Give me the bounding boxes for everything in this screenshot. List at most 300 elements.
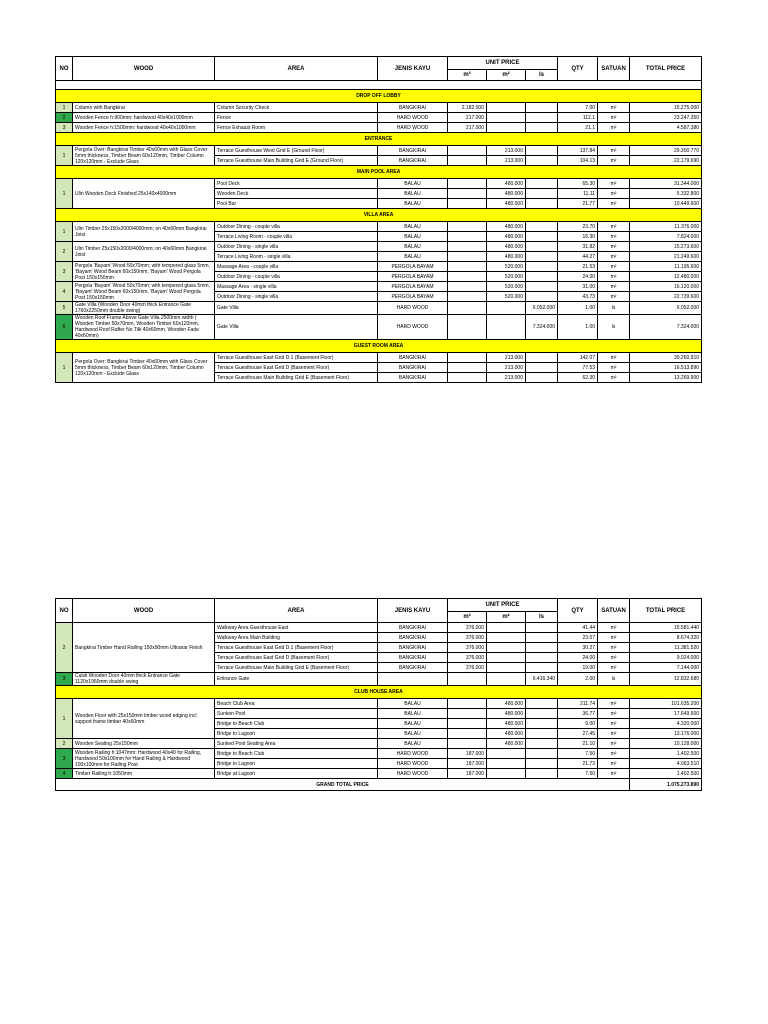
qty-cell: 21.77 [558,199,598,209]
col-header-qty: QTY [558,599,598,623]
wood-type-cell: BANGKIRAI [378,353,448,363]
wood-type-cell: BALAU [378,199,448,209]
unit-price-ls [526,292,558,302]
wood-type-cell: HARD WOOD [378,302,448,315]
unit-price-ls [526,769,558,779]
wood-description: Wooden Roof Frame Above Gate Villa 2500mm width ( Wooden Timber 50x70mm, Wooden Timber 60x120mm, Hardwood Roof Rafter No Tilk 40x60mm, Wooden Fade 40x60mm) [73,315,215,340]
unit-price-m3: 2.182.000 [448,103,487,113]
area-cell: Outdoor Dining - couple villa [215,222,378,232]
wood-description: Wooden Seating 25x150mm [73,739,215,749]
price-table-1 [55,56,702,383]
total-price-cell: 21.249.600 [630,252,702,262]
table-row [56,123,702,133]
unit-cell: m² [598,272,630,282]
wood-type-cell: BANGKIRAI [378,633,448,643]
area-cell: Terrace Guesthouse East Grid D.1 (Basement Floor) [215,353,378,363]
wood-description: Pergola Over: Bangkirai Timber 40x60mm with Glass Cover 5mm thickness, Timber Beam 60x120mm, Timber Column 120x120mm - Exclude Glass [73,146,215,166]
area-cell: Outdoor Dining - single villa [215,242,378,252]
unit-price-m2: 480.000 [487,242,526,252]
unit-price-m3: 187.000 [448,769,487,779]
col-header-ls: ls [526,70,558,81]
section-header [56,340,702,353]
unit-price-m2: 213.000 [487,363,526,373]
qty-cell: 7.50 [558,769,598,779]
unit-price-ls [526,146,558,156]
unit-price-m2 [487,113,526,123]
unit-price-m2 [487,759,526,769]
unit-cell: m² [598,653,630,663]
area-cell: Bridge at Lagoon [215,769,378,779]
unit-price-m2: 480.000 [487,729,526,739]
qty-cell: 43.73 [558,292,598,302]
unit-cell: m² [598,663,630,673]
area-cell: Entrance Gate [215,673,378,686]
unit-price-ls [526,252,558,262]
wood-type-cell: BALAU [378,252,448,262]
area-cell: Fence Exhaust Room [215,123,378,133]
col-header-no: NO [56,599,73,623]
unit-cell: m² [598,292,630,302]
unit-price-ls [526,113,558,123]
col-header-satuan: SATUAN [598,57,630,81]
unit-price-m3 [448,242,487,252]
unit-price-ls: 6.052.000 [526,302,558,315]
unit-cell: m² [598,199,630,209]
unit-price-ls [526,272,558,282]
unit-price-m2: 213.000 [487,146,526,156]
unit-price-ls: 6.416.340 [526,673,558,686]
unit-price-m3 [448,719,487,729]
unit-cell: m² [598,623,630,633]
section-header [56,133,702,146]
wood-type-cell: PERGOLA BAYAM [378,282,448,292]
unit-cell: m² [598,179,630,189]
unit-price-ls [526,749,558,759]
col-header-m2: m² [487,612,526,623]
unit-cell: m² [598,749,630,759]
unit-price-m3 [448,222,487,232]
unit-price-m2 [487,643,526,653]
unit-cell: m² [598,252,630,262]
wood-type-cell: PERGOLA BAYAM [378,262,448,272]
unit-price-m2: 480.000 [487,739,526,749]
unit-price-ls [526,103,558,113]
unit-price-m3: 376.000 [448,643,487,653]
unit-cell: ls [598,673,630,686]
wood-description: Wooden Fence h:1500mm: hardwood 40x40x1000mm [73,123,215,133]
table-row [56,739,702,749]
wood-description: Wooden Railing h:1047mm: Hardwood 40x40 for Railing, Hardwood 50x100mm for Hand Railing & Hardwood 100x100mm for Railing Post [73,749,215,769]
total-price-cell: 12.832.680 [630,673,702,686]
unit-price-m3 [448,739,487,749]
area-cell: Gate Villa [215,315,378,340]
total-price-cell: 4.063.510 [630,759,702,769]
qty-cell: 211.74 [558,699,598,709]
table-row [56,103,702,113]
qty-cell: 2.00 [558,673,598,686]
qty-cell: 142.07 [558,353,598,363]
wood-description: Wooden Floor with 25x150mm timber wood edging incl support frame timber 40x60mm [73,699,215,739]
area-cell: Beach Club Area [215,699,378,709]
total-price-cell: 23.247.350 [630,113,702,123]
unit-price-ls [526,739,558,749]
unit-price-m2: 520.000 [487,292,526,302]
unit-price-m3 [448,156,487,166]
grand-total-row [56,779,702,791]
col-header-ls: ls [526,612,558,623]
col-header-wood: WOOD [73,599,215,623]
unit-cell: m² [598,739,630,749]
unit-price-ls [526,199,558,209]
qty-cell: 1.00 [558,315,598,340]
wood-type-cell: HARD WOOD [378,113,448,123]
unit-price-m2 [487,749,526,759]
unit-price-m3 [448,282,487,292]
wood-type-cell: HARD WOOD [378,315,448,340]
unit-cell: m² [598,353,630,363]
item-number: 2 [56,739,73,749]
total-price-cell: 6.052.000 [630,302,702,315]
qty-cell: 112.1 [558,113,598,123]
total-price-cell: 5.332.800 [630,189,702,199]
wood-type-cell: BANGKIRAI [378,156,448,166]
wood-type-cell: HARD WOOD [378,123,448,133]
unit-price-ls [526,123,558,133]
unit-price-ls [526,759,558,769]
area-cell: Terrace Guesthouse East Grid D.1 (Basement Floor) [215,643,378,653]
wood-type-cell: BANGKIRAI [378,663,448,673]
unit-price-m3 [448,189,487,199]
qty-cell: 137.84 [558,146,598,156]
unit-price-ls [526,353,558,363]
total-price-cell: 13.176.000 [630,729,702,739]
item-number: 1 [56,179,73,209]
unit-price-ls [526,643,558,653]
col-header-qty: QTY [558,57,598,81]
unit-cell: m² [598,769,630,779]
col-header-area: AREA [215,57,378,81]
table-row [56,242,702,252]
qty-cell: 7.50 [558,749,598,759]
unit-price-m2: 520.000 [487,272,526,282]
unit-price-m2 [487,103,526,113]
table-row [56,673,702,686]
wood-type-cell: HARD WOOD [378,749,448,759]
area-cell: Terrace Guesthouse Main Building Grid E (Ground Floor) [215,156,378,166]
table-1-body [56,81,702,383]
table-row [56,749,702,759]
section-header [56,90,702,103]
unit-price-m3 [448,272,487,282]
wood-description: Culsli Wooden Door 40mm thick Entrance Gate 1120x1960mm double swing [73,673,215,686]
unit-price-ls [526,282,558,292]
wood-type-cell: HARD WOOD [378,769,448,779]
total-price-cell: 10.449.600 [630,199,702,209]
col-header-satuan: SATUAN [598,599,630,623]
wood-type-cell: BANGKIRAI [378,623,448,633]
qty-cell: 31.00 [558,282,598,292]
unit-price-ls [526,232,558,242]
unit-price-m2 [487,673,526,686]
area-cell: Fence [215,113,378,123]
total-price-cell: 29.300.770 [630,146,702,156]
area-cell: Gate Villa [215,302,378,315]
area-cell: Pool Deck [215,179,378,189]
unit-price-m2: 480.000 [487,189,526,199]
table-row [56,179,702,189]
grand-total-label: GRAND TOTAL PRICE [56,779,630,791]
item-number: 3 [56,123,73,133]
total-price-cell: 1.402.500 [630,769,702,779]
wood-type-cell: BANGKIRAI [378,146,448,156]
wood-description: Wooden Fence h:900mm: hardwood 40x40x1000mm [73,113,215,123]
col-header-wood: WOOD [73,57,215,81]
unit-price-m3 [448,232,487,242]
total-price-cell: 31.344.000 [630,179,702,189]
item-number: 2 [56,623,73,673]
wood-type-cell: BALAU [378,739,448,749]
total-price-cell: 11.381.520 [630,643,702,653]
unit-cell: m² [598,729,630,739]
qty-cell: 11.11 [558,189,598,199]
grand-total-value: 1.075.273.890 [630,779,702,791]
unit-price-m2 [487,315,526,340]
wood-description: Pergola 'Bayam' Wood 50x70mm; with tempered glass 5mm, 'Bayam' Wood Beam 60x150mm, 'Bayam' Wood Pergola Post 150x150mm [73,262,215,282]
unit-price-m3: 376.000 [448,633,487,643]
wood-description: Ulin Timber 25x150x2000/4000mm; on 40x60mm Bangkirai Joist [73,242,215,262]
item-number: 6 [56,315,73,340]
wood-description: Ulin Timber 25x150x2000/4000mm; on 40x60mm Bangkirai Joist [73,222,215,242]
table-row [56,282,702,292]
qty-cell: 77.53 [558,363,598,373]
section-title: VILLA AREA [56,209,702,222]
qty-cell: 21.73 [558,759,598,769]
table-row [56,353,702,363]
item-number: 3 [56,749,73,769]
table-2-body [56,623,702,791]
unit-cell: m² [598,103,630,113]
section-header [56,209,702,222]
spacer-row [56,81,702,90]
table-row [56,302,702,315]
unit-price-ls [526,729,558,739]
area-cell: Outdoor Dining - couple villa [215,272,378,282]
unit-price-m3: 187.000 [448,759,487,769]
area-cell: Bridge to Lagoon [215,729,378,739]
total-price-cell: 15.581.440 [630,623,702,633]
area-cell: Bridge to Beach Club [215,719,378,729]
area-cell: Terrace Guesthouse East Grid D (Basement Floor) [215,363,378,373]
unit-price-m2: 213.000 [487,156,526,166]
unit-price-m2: 480.000 [487,252,526,262]
unit-price-ls [526,653,558,663]
table-row [56,113,702,123]
total-price-cell: 4.587.380 [630,123,702,133]
unit-price-m3: 187.000 [448,749,487,759]
unit-price-m3 [448,709,487,719]
unit-price-ls [526,699,558,709]
unit-price-m3 [448,353,487,363]
area-cell: Terrace Living Room - single villa [215,252,378,262]
total-price-cell: 15.273.600 [630,242,702,252]
qty-cell: 1.00 [558,302,598,315]
wood-type-cell: PERGOLA BAYAM [378,292,448,302]
total-price-cell: 1.402.500 [630,749,702,759]
unit-cell: m² [598,189,630,199]
unit-price-m3 [448,373,487,383]
item-number: 1 [56,699,73,739]
wood-type-cell: BALAU [378,222,448,232]
total-price-cell: 8.674.320 [630,633,702,643]
wood-type-cell: BANGKIRAI [378,103,448,113]
item-number: 2 [56,113,73,123]
unit-price-m2: 520.000 [487,282,526,292]
area-cell: Wooden Deck [215,189,378,199]
unit-price-m2 [487,653,526,663]
unit-price-m2 [487,623,526,633]
total-price-cell: 22.739.600 [630,292,702,302]
qty-cell: 7.00 [558,103,598,113]
area-cell: Walkway Area Guesthouse East [215,623,378,633]
qty-cell: 44.27 [558,252,598,262]
wood-type-cell: BALAU [378,709,448,719]
wood-type-cell: BANGKIRAI [378,643,448,653]
unit-cell: m² [598,156,630,166]
unit-cell: m² [598,146,630,156]
unit-price-m2: 520.000 [487,262,526,272]
unit-price-m2 [487,123,526,133]
unit-cell: m² [598,643,630,653]
col-header-m3: m³ [448,612,487,623]
unit-price-m2: 213.000 [487,373,526,383]
wood-description: Column with Bangkirai [73,103,215,113]
wood-type-cell: BALAU [378,242,448,252]
unit-price-ls [526,623,558,633]
area-cell: Terrace Guesthouse East Grid D (Basement Floor) [215,653,378,663]
total-price-cell: 11.195.600 [630,262,702,272]
section-title: MAIN POOL AREA [56,166,702,179]
qty-cell: 23.70 [558,222,598,232]
item-number: 1 [56,353,73,383]
col-header-m2: m² [487,70,526,81]
unit-price-m2: 480.000 [487,222,526,232]
area-cell: Terrace Guesthouse Main Building Grid E (Basement Floor) [215,663,378,673]
unit-price-m3 [448,729,487,739]
wood-description: Pergola 'Bayam' Wood 50x70mm; with tempered glass 5mm, 'Bayam' Wood Beam 60x150mm, 'Bayam' Wood Pergola Post 150x150mm [73,282,215,302]
area-cell: Massage Area - single villa [215,282,378,292]
wood-type-cell: HARD WOOD [378,759,448,769]
col-header-m3: m³ [448,70,487,81]
total-price-cell: 15.275.000 [630,103,702,113]
unit-cell: m² [598,373,630,383]
table-row [56,222,702,232]
item-number: 3 [56,673,73,686]
col-header-total: TOTAL PRICE [630,57,702,81]
unit-price-m2 [487,302,526,315]
wood-type-cell: BALAU [378,719,448,729]
unit-price-m3: 217.000 [448,113,487,123]
qty-cell: 31.82 [558,242,598,252]
section-title: DROP OFF LOBBY [56,90,702,103]
unit-cell: m² [598,699,630,709]
section-title: CLUB HOUSE AREA [56,686,702,699]
qty-cell: 23.07 [558,633,598,643]
wood-description: Ulin Wooden Deck Finished 25x140x4000mm [73,179,215,209]
table-row [56,699,702,709]
unit-price-m2: 480.000 [487,199,526,209]
total-price-cell: 30.260.910 [630,353,702,363]
qty-cell: 62.30 [558,373,598,383]
area-cell: Walkway Area Main Building [215,633,378,643]
unit-price-m2: 480.000 [487,232,526,242]
unit-price-ls [526,189,558,199]
total-price-cell: 11.376.000 [630,222,702,232]
item-number: 5 [56,302,73,315]
total-price-cell: 13.269.900 [630,373,702,383]
section-title: GUEST ROOM AREA [56,340,702,353]
area-cell: Outdoor Dining - single villa [215,292,378,302]
unit-price-m2: 213.000 [487,353,526,363]
unit-price-m3: 217.000 [448,123,487,133]
unit-cell: m² [598,633,630,643]
unit-price-m3 [448,199,487,209]
unit-cell: m² [598,363,630,373]
qty-cell: 24.00 [558,272,598,282]
table-row [56,146,702,156]
qty-cell: 24.00 [558,653,598,663]
unit-price-ls [526,373,558,383]
qty-cell: 19.00 [558,663,598,673]
item-number: 1 [56,146,73,166]
spacer-cell [56,81,702,90]
wood-type-cell: BANGKIRAI [378,653,448,663]
col-header-jenis: JENIS KAYU [378,599,448,623]
area-cell: Column Security Check [215,103,378,113]
unit-price-ls: 7.324.000 [526,315,558,340]
area-cell: Pool Bar [215,199,378,209]
unit-cell: m² [598,123,630,133]
wood-description: Gate Villa (Wooden Door 40mm thick Entrance Gate 1760x2250mm double swing) [73,302,215,315]
total-price-cell: 17.649.600 [630,709,702,719]
unit-price-m2 [487,769,526,779]
table-row [56,623,702,633]
total-price-cell: 4.320.000 [630,719,702,729]
unit-price-m2: 480.000 [487,709,526,719]
unit-cell: m² [598,242,630,252]
unit-price-ls [526,242,558,252]
total-price-cell: 101.635.200 [630,699,702,709]
unit-price-ls [526,262,558,272]
unit-price-m3 [448,252,487,262]
qty-cell: 65.30 [558,179,598,189]
col-header-total: TOTAL PRICE [630,599,702,623]
unit-price-m2 [487,633,526,643]
unit-cell: m² [598,759,630,769]
section-title: ENTRANCE [56,133,702,146]
area-cell: Bridge to Lagoon [215,759,378,769]
col-header-no: NO [56,57,73,81]
unit-price-ls [526,663,558,673]
total-price-cell: 10.128.000 [630,739,702,749]
qty-cell: 21.1 [558,123,598,133]
unit-price-m3: 376.000 [448,653,487,663]
unit-cell: m² [598,709,630,719]
item-number: 3 [56,262,73,282]
unit-cell: ls [598,315,630,340]
col-header-jenis: JENIS KAYU [378,57,448,81]
wood-type-cell: BALAU [378,232,448,242]
unit-cell: ls [598,302,630,315]
